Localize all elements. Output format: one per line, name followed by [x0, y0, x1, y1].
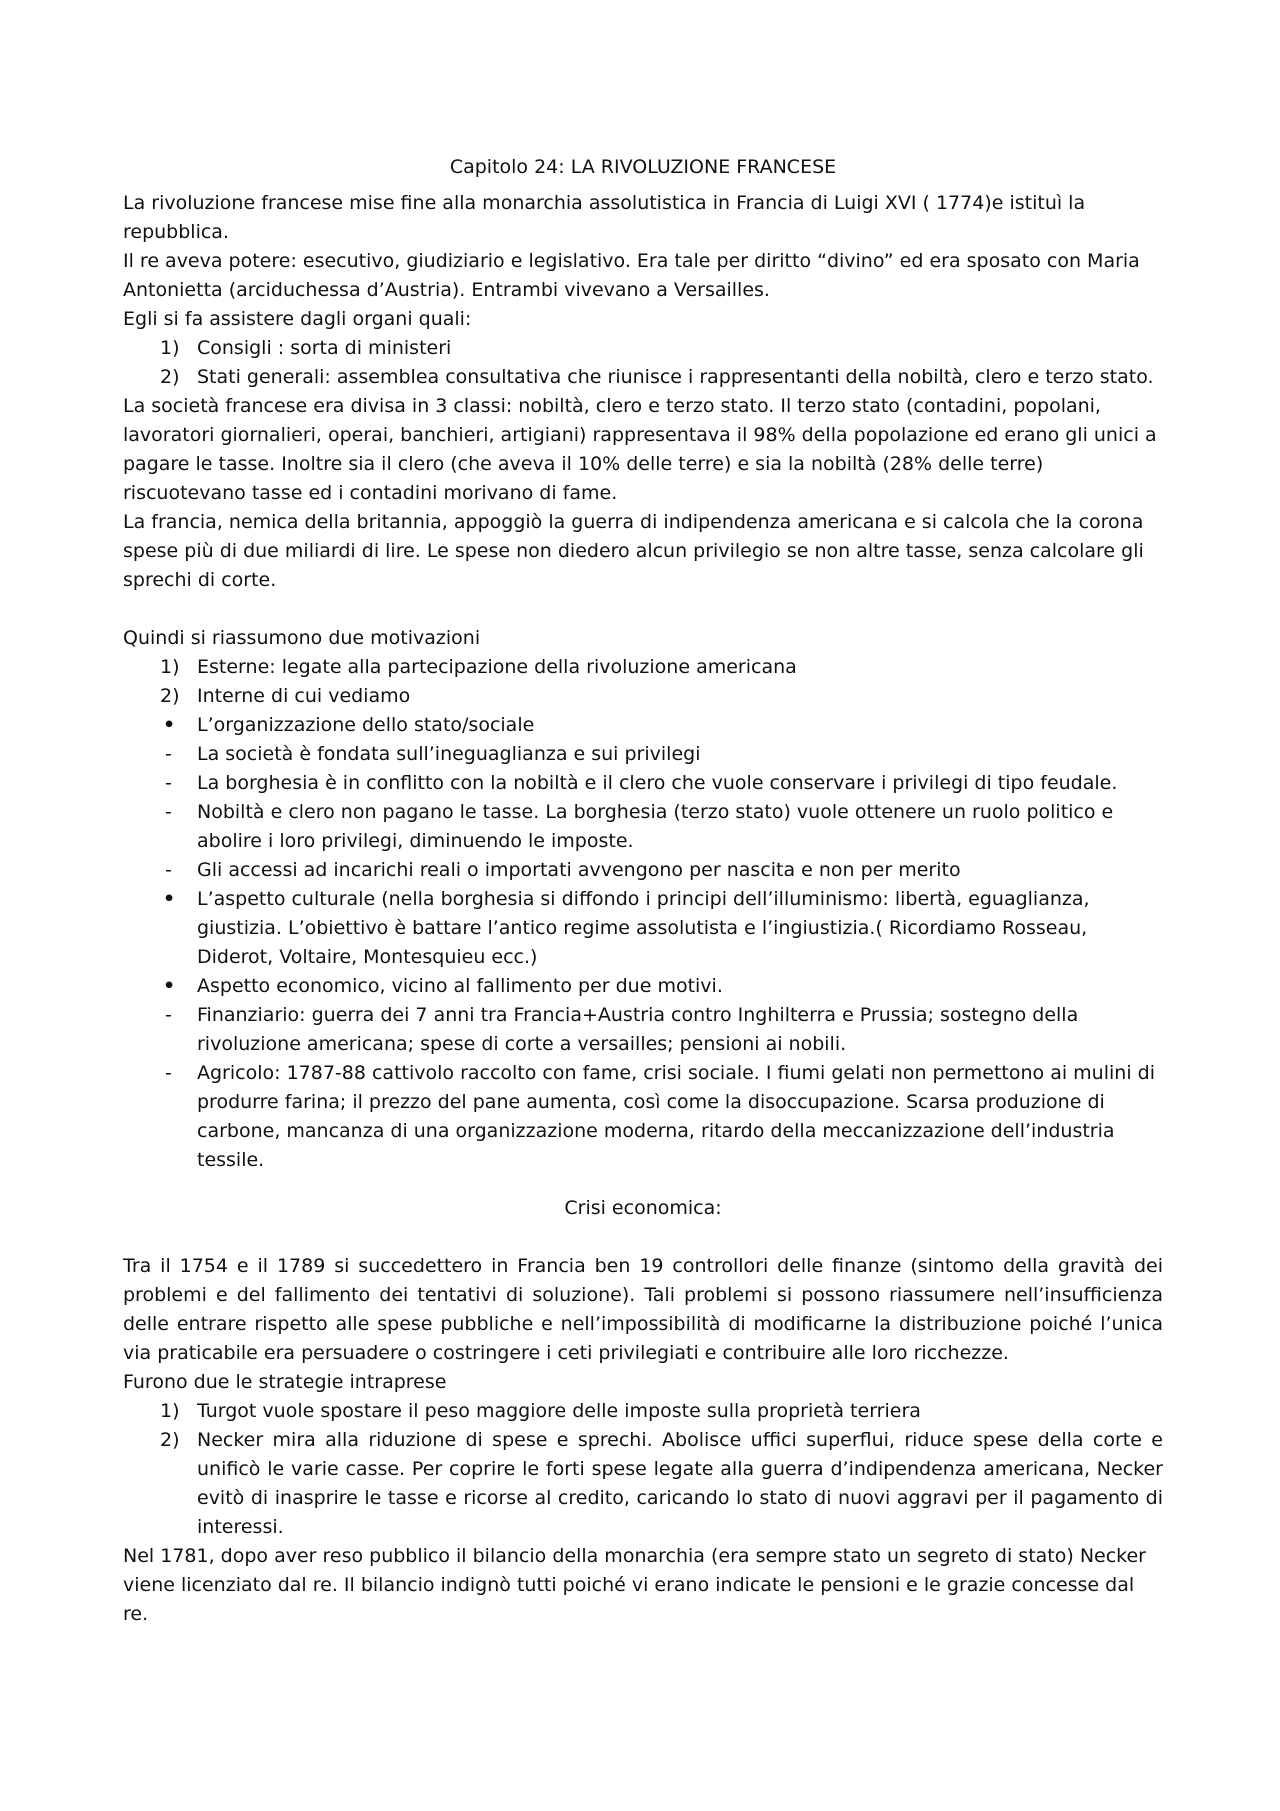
list-item	[123, 769, 1163, 798]
intro-paragraph: Egli si fa assistere dagli organi quali:	[123, 308, 472, 330]
list-item	[123, 1426, 1163, 1542]
list-item	[123, 363, 1163, 392]
list-marker: 2)	[160, 1429, 180, 1451]
bullet-marker: •	[163, 714, 176, 736]
document-page	[123, 153, 1163, 1629]
list-item-text: Gli accessi ad incarichi reali o importati avvengono per nascita e non per merito	[197, 859, 961, 881]
list-item	[123, 885, 1163, 972]
organi-list	[123, 334, 1163, 392]
list-marker: 2)	[160, 366, 180, 388]
intro-paragraph: Il re aveva potere: esecutivo, giudiziario e legislativo. Era tale per diritto “divino” ed era sposato con Maria Antonietta (arciduchessa d’Austria). Entrambi vivevano a Versailles.	[123, 250, 1140, 301]
list-item-text: Consigli : sorta di ministeri	[197, 337, 452, 359]
list-item	[123, 972, 1163, 1001]
list-item-text: La società è fondata sull’ineguaglianza e sui privilegi	[197, 743, 701, 765]
bullet-marker: •	[163, 888, 176, 910]
list-marker: 1)	[160, 1400, 180, 1422]
list-item	[123, 711, 1163, 740]
list-marker: 2)	[160, 685, 180, 707]
dash-marker: -	[165, 772, 172, 794]
list-item	[123, 740, 1163, 769]
dash-marker: -	[165, 801, 172, 823]
strategies-list	[123, 1397, 1163, 1542]
list-item-text: Interne di cui vediamo	[197, 685, 411, 707]
list-item	[123, 682, 1163, 711]
list-item-text: Stati generali: assemblea consultativa che riunisce i rappresentanti della nobiltà, clero e terzo stato.	[197, 366, 1154, 388]
bullet-marker: •	[163, 975, 176, 997]
list-item	[123, 1397, 1163, 1426]
list-item-text: Esterne: legate alla partecipazione della rivoluzione americana	[197, 656, 797, 678]
blank-line	[123, 595, 1163, 624]
list-item-text: Nobiltà e clero non pagano le tasse. La borghesia (terzo stato) vuole ottenere un ruolo politico e abolire i loro privilegi, diminuendo le imposte.	[197, 801, 1114, 852]
page-title: Capitolo 24: LA RIVOLUZIONE FRANCESE	[449, 156, 837, 178]
dash-marker: -	[165, 1004, 172, 1026]
list-item-text: Aspetto economico, vicino al fallimento per due motivi.	[197, 975, 723, 997]
dash-marker: -	[165, 1062, 172, 1084]
dash-marker: -	[165, 859, 172, 881]
closing-paragraph: Nel 1781, dopo aver reso pubblico il bilancio della monarchia (era sempre stato un segreto di stato) Necker viene licenziato dal re. Il bilancio indignò tutti poiché vi erano indicate le pensioni e le grazie concesse dal re.	[123, 1545, 1146, 1625]
society-paragraph: La società francese era divisa in 3 classi: nobiltà, clero e terzo stato. Il terzo stato (contadini, popolani, lavoratori giornalieri, operai, banchieri, artigiani) rappresentava il 98% della popolazione ed erano gli unici a pagare le tasse. Inoltre sia il clero (che aveva il 10% delle terre) e sia la nobiltà (28% delle terre) riscuotevano tasse ed i contadini morivano di fame.	[123, 395, 1157, 504]
motivations-intro: Quindi si riassumono due motivazioni	[123, 627, 481, 649]
list-item-text: L’aspetto culturale (nella borghesia si diffondo i principi dell’illuminismo: libertà, eguaglianza, giustizia. L’obiettivo è battare l’antico regime assolutista e l’ingiustizia.( Ricordiamo Rosseau, Diderot, Voltaire, Montesquieu ecc.)	[197, 888, 1090, 968]
list-item	[123, 1001, 1163, 1059]
list-item-text: Agricolo: 1787-88 cattivolo raccolto con fame, crisi sociale. I fiumi gelati non permettono ai mulini di produrre farina; il prezzo del pane aumenta, così come la disoccupazione. Scarsa produzione di carbone, mancanza di una organizzazione moderna, ritardo della meccanizzazione dell’industria tessile.	[197, 1062, 1155, 1171]
intro-paragraph: La rivoluzione francese mise fine alla monarchia assolutistica in Francia di Luigi XVI ( 1774)e istituì la repubblica.	[123, 192, 1086, 243]
list-item-text: Finanziario: guerra dei 7 anni tra Francia+Austria contro Inghilterra e Prussia; sostegno della rivoluzione americana; spese di corte a versailles; pensioni ai nobili.	[197, 1004, 1079, 1055]
list-marker: 1)	[160, 337, 180, 359]
dash-marker: -	[165, 743, 172, 765]
list-item	[123, 856, 1163, 885]
list-item-text: La borghesia è in conflitto con la nobiltà e il clero che vuole conservare i privilegi di tipo feudale.	[197, 772, 1118, 794]
motivations-list	[123, 653, 1163, 1175]
society-paragraph: La francia, nemica della britannia, appoggiò la guerra di indipendenza americana e si calcola che la corona spese più di due miliardi di lire. Le spese non diedero alcun privilegio se non altre tasse, senza calcolare gli sprechi di corte.	[123, 511, 1144, 591]
list-item-text: L’organizzazione dello stato/sociale	[197, 714, 535, 736]
list-item	[123, 1059, 1163, 1175]
list-item	[123, 334, 1163, 363]
list-item-text: Turgot vuole spostare il peso maggiore delle imposte sulla proprietà terriera	[197, 1400, 921, 1422]
list-item	[123, 653, 1163, 682]
list-item	[123, 798, 1163, 856]
section-heading: Crisi economica:	[564, 1197, 722, 1219]
crisis-paragraph: Tra il 1754 e il 1789 si succedettero in Francia ben 19 controllori delle finanze (sintomo della gravità dei problemi e del fallimento dei tentativi di soluzione). Tali problemi si possono riassumere nell’insufficienza delle entrare rispetto alle spese pubbliche e nell’impossibilità di modificarne la distribuzione poiché l’unica via praticabile era persuadere o costringere i ceti privilegiati e contribuire alle loro ricchezze.	[123, 1255, 1163, 1364]
list-item-text: Necker mira alla riduzione di spese e sprechi. Abolisce uffici superflui, riduce spese della corte e unificò le varie casse. Per coprire le forti spese legate alla guerra d’indipendenza americana, Necker evitò di inasprire le tasse e ricorse al credito, caricando lo stato di nuovi aggravi per il pagamento di interessi.	[197, 1429, 1163, 1538]
strategies-intro: Furono due le strategie intraprese	[123, 1371, 447, 1393]
list-marker: 1)	[160, 656, 180, 678]
